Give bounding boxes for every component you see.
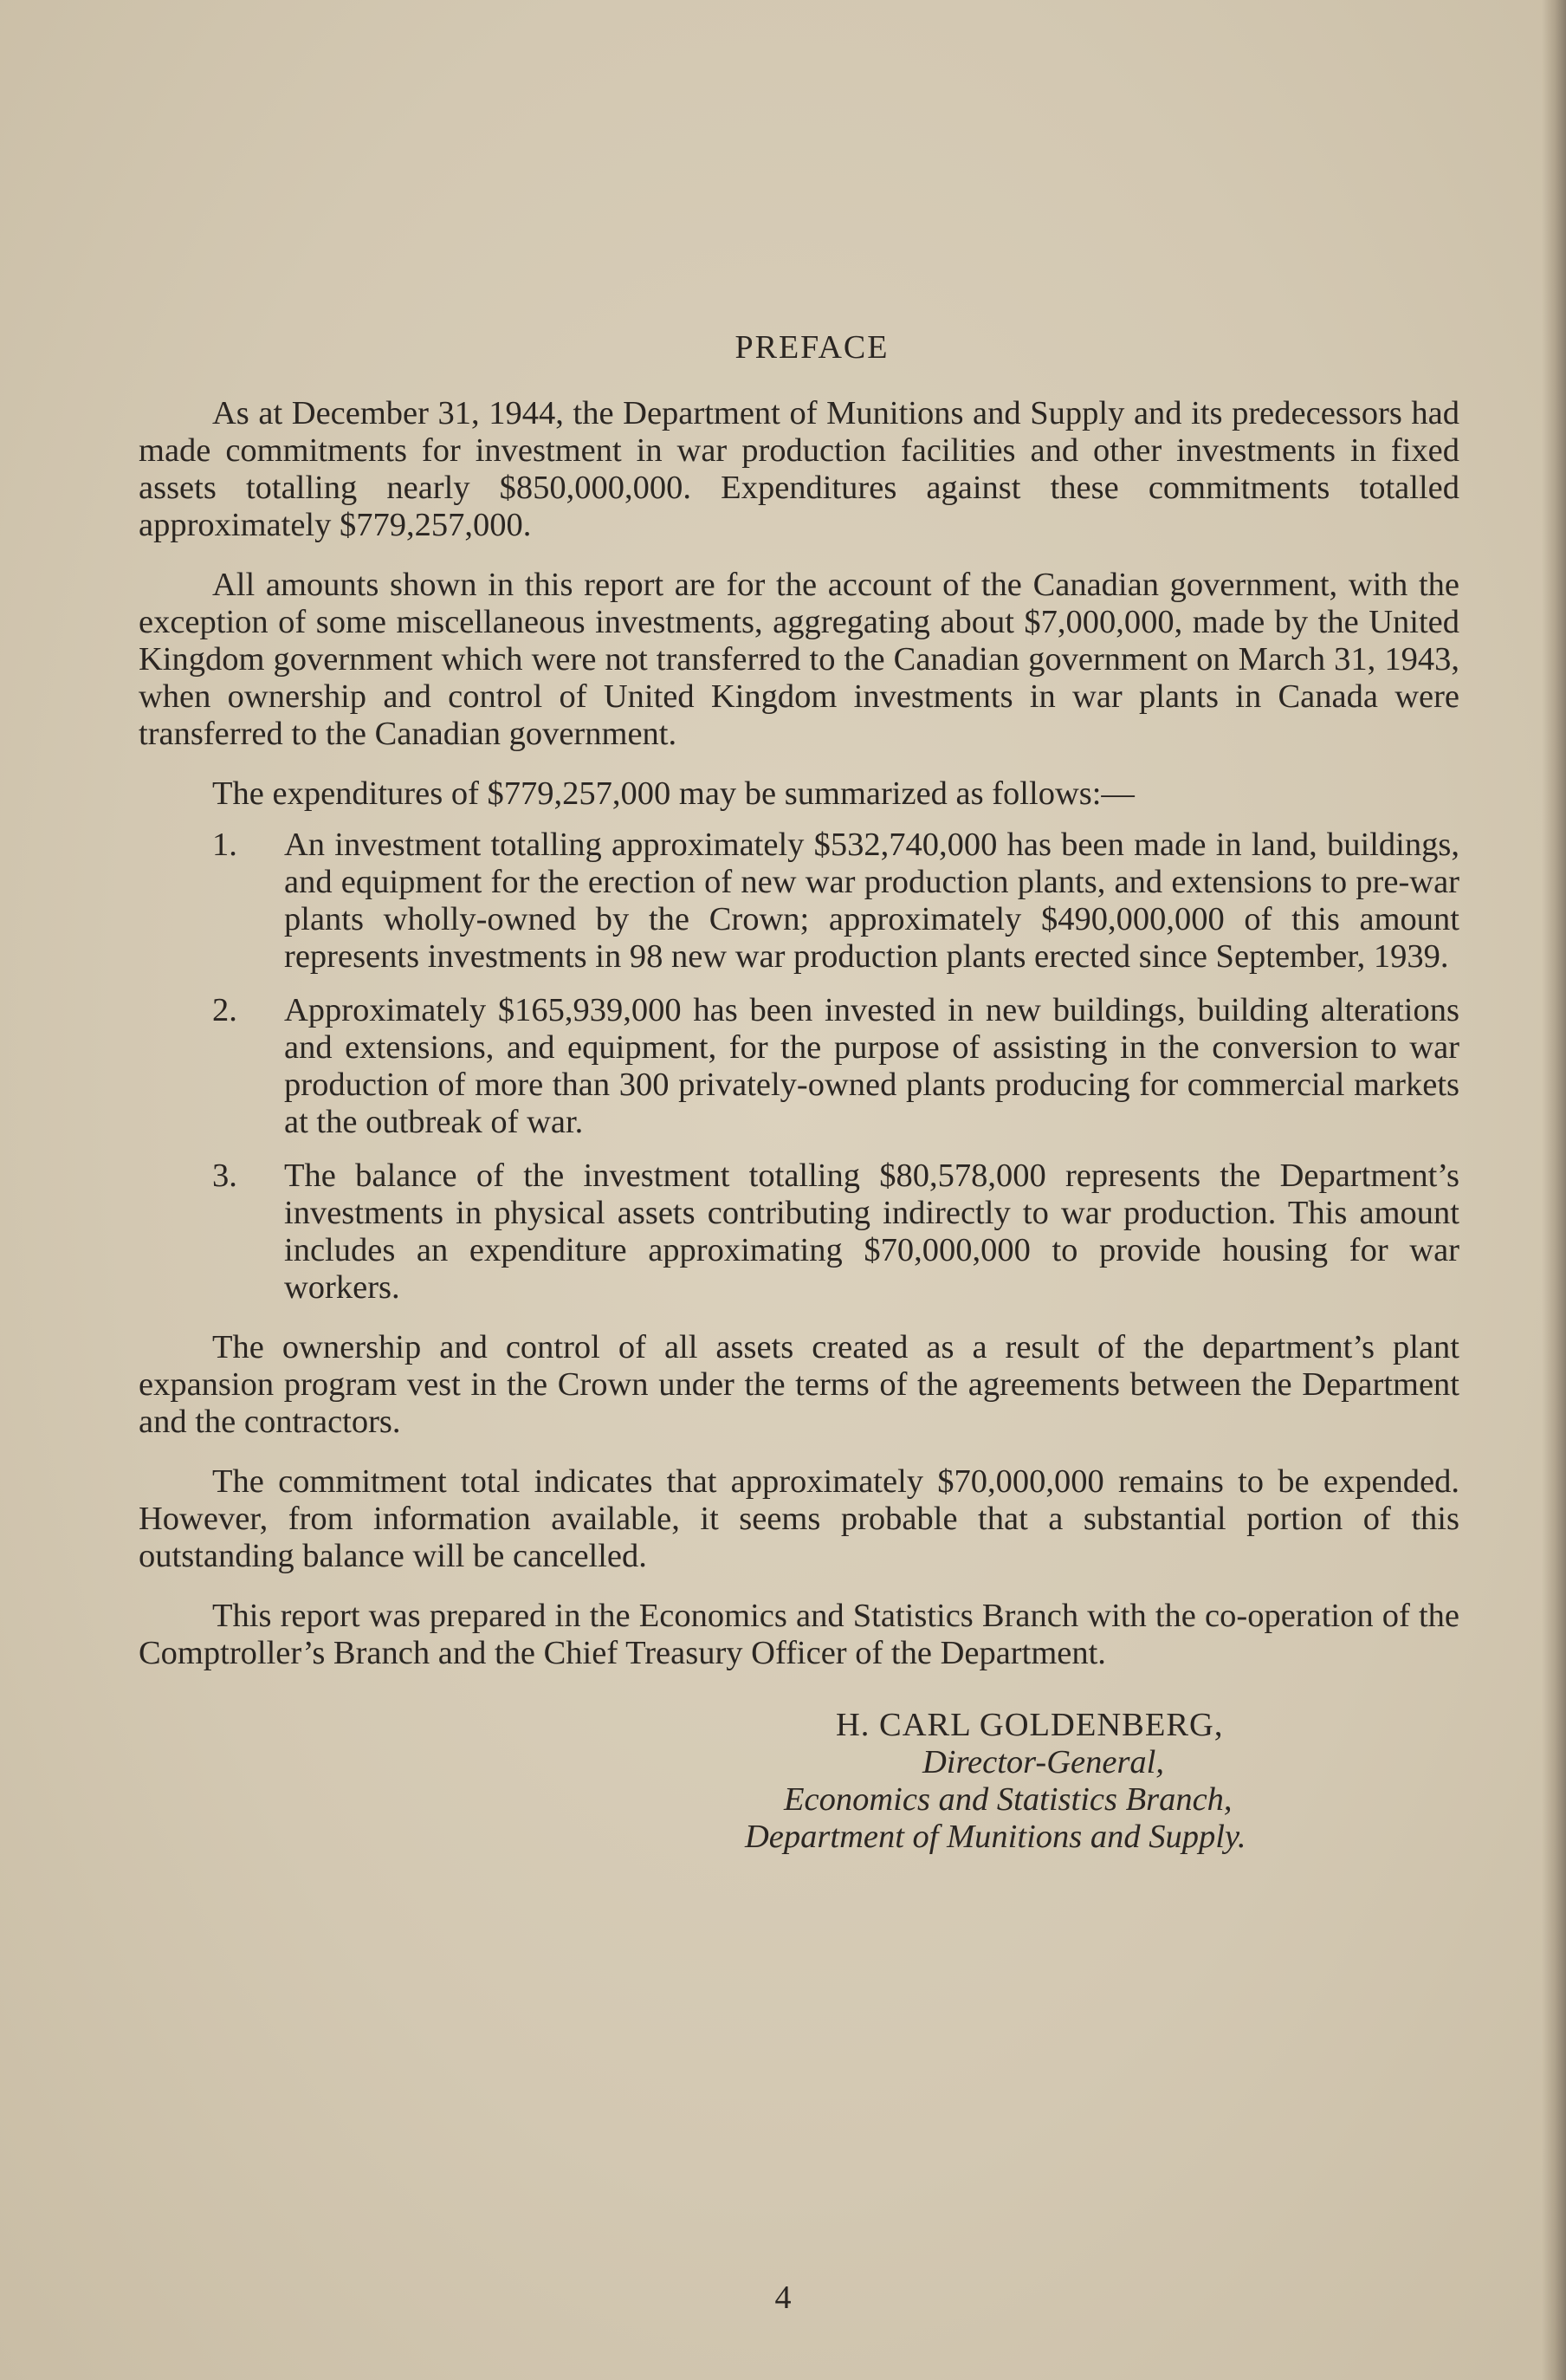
list-item-text: An investment totalling approximately $532,740,000 has been made in land, buildings, and equipment for the erection of new war production plants, and extensions to pre-war plants wholly-owned by the Crown; approximately $490,000,000 of this amount represents investments in 98 new war production plants erected since September, 1939. bbox=[284, 827, 1459, 975]
list-item bbox=[139, 1158, 1459, 1307]
list-item-number: 2. bbox=[212, 992, 237, 1028]
signature-block bbox=[745, 1707, 1369, 1856]
document-body bbox=[139, 329, 1459, 1856]
paragraph-remaining-commitment: The commitment total indicates that approximately $70,000,000 remains to be expended. However, from information available, it seems probable that a substantial portion of this outstanding balance will be cancelled. bbox=[139, 1463, 1459, 1574]
list-item bbox=[139, 827, 1459, 976]
list-item-number: 1. bbox=[212, 827, 237, 863]
expenditure-list bbox=[139, 827, 1459, 1307]
page-number: 4 bbox=[774, 2279, 792, 2316]
signatory-department: Department of Munitions and Supply. bbox=[745, 1819, 1246, 1855]
signatory-title: Director-General, bbox=[922, 1744, 1164, 1780]
list-item bbox=[139, 992, 1459, 1141]
paragraph-accounts: All amounts shown in this report are for the account of the Canadian government, with the exception of some miscellaneous investments, aggregating about $7,000,000, made by the United Kingdom government which were not transferred to the Canadian government on March 31, 1943, when ownership and control of United Kingdom investments in war plants in Canada were transferred to the Canadian government. bbox=[139, 567, 1459, 752]
document-title: PREFACE bbox=[734, 329, 890, 366]
paragraph-ownership: The ownership and control of all assets created as a result of the department’s plant expansion program vest in the Crown under the terms of the agreements between the Department and the contractors. bbox=[139, 1329, 1459, 1440]
paragraph-commitments: As at December 31, 1944, the Department of Munitions and Supply and its predecessors had made commitments for investment in war production facilities and other investments in fixed assets totalling nearly $850,000,000. Expenditures against these commitments totalled approximately $779,257,000. bbox=[139, 395, 1459, 543]
signatory-name: H. CARL GOLDENBERG, bbox=[836, 1707, 1224, 1743]
list-item-text: The balance of the investment totalling $80,578,000 represents the Department’s investments in physical assets contributing indirectly to war production. This amount includes an expenditure approximating $70,000,000 to provide housing for war workers. bbox=[284, 1158, 1459, 1306]
page-edge-shadow bbox=[1542, 0, 1566, 2380]
list-item-text: Approximately $165,939,000 has been invested in new buildings, building alterations and extensions, and equipment, for the purpose of assisting in the conversion to war production of more than 300 privately-owned plants producing for commercial markets at the outbreak of war. bbox=[284, 992, 1459, 1140]
signatory-branch: Economics and Statistics Branch, bbox=[784, 1781, 1233, 1818]
list-item-number: 3. bbox=[212, 1158, 237, 1194]
paragraph-summary-intro: The expenditures of $779,257,000 may be summarized as follows:— bbox=[212, 775, 1135, 812]
paragraph-report-preparation: This report was prepared in the Economics and Statistics Branch with the co-operation of the Comptroller’s Branch and the Chief Treasury Officer of the Department. bbox=[139, 1598, 1459, 1671]
